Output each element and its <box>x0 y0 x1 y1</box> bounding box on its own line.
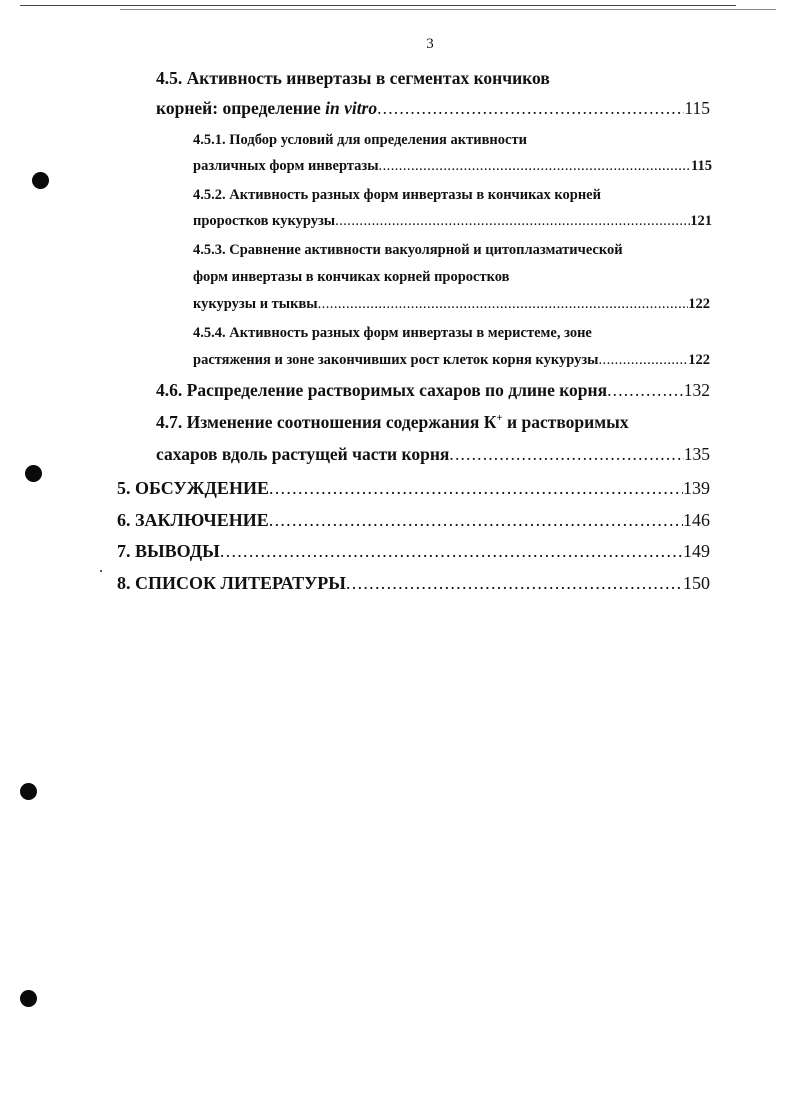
toc-page-number: 149 <box>683 541 710 561</box>
toc-entry-text: 8. СПИСОК ЛИТЕРАТУРЫ <box>117 573 346 593</box>
toc-entry-text: 7. ВЫВОДЫ <box>117 541 220 561</box>
punch-hole <box>20 783 37 800</box>
toc-page-number: 146 <box>683 510 710 530</box>
dot-leader <box>598 352 688 369</box>
toc-entry-4-5-2-line1: 4.5.2. Активность разных форм инвертазы в кончиках корней <box>193 187 601 203</box>
dot-leader <box>449 444 683 465</box>
scan-edge-line <box>120 9 776 10</box>
toc-entry-text: 6. ЗАКЛЮЧЕНИЕ <box>117 510 269 530</box>
page-number: 3 <box>426 36 434 52</box>
scan-edge-line <box>20 5 736 6</box>
toc-page-number: 132 <box>683 380 710 400</box>
toc-entry-text: корней: определение in vitro <box>156 98 378 118</box>
dot-leader <box>335 213 690 230</box>
dot-leader <box>318 296 689 313</box>
toc-entry-5[interactable] <box>117 478 710 499</box>
toc-entry-4-5-1-line1: 4.5.1. Подбор условий для определения активности <box>193 132 527 148</box>
dot-leader <box>220 541 683 562</box>
toc-entry-text: различных форм инвертазы <box>193 158 379 174</box>
toc-entry-4-5-3-line1: 4.5.3. Сравнение активности вакуолярной и цитоплазматической <box>193 242 623 258</box>
dot-leader <box>379 158 692 175</box>
toc-entry-text: проростков кукурузы <box>193 213 336 229</box>
dot-leader <box>607 380 684 401</box>
toc-entry-4-5-line1: 4.5. Активность инвертазы в сегментах кончиков <box>156 68 550 88</box>
toc-entry-4-5-1[interactable] <box>193 158 712 175</box>
toc-page-number: 135 <box>683 444 710 464</box>
toc-entry-text: кукурузы и тыквы <box>193 296 318 312</box>
toc-entry-8[interactable] <box>117 573 710 594</box>
punch-hole <box>20 990 37 1007</box>
dot-leader <box>269 478 683 499</box>
toc-page-number: 150 <box>683 573 710 593</box>
toc-page-number: 121 <box>690 213 712 229</box>
dot-leader <box>269 510 683 531</box>
toc-entry-4-5-3-line2: форм инвертазы в кончиках корней проростков <box>193 269 510 285</box>
toc-entry-4-7-line1: 4.7. Изменение соотношения содержания К+ и растворимых <box>156 412 629 432</box>
dot-leader <box>377 98 684 119</box>
toc-entry-4-7[interactable] <box>156 444 710 465</box>
toc-page-number: 139 <box>683 478 710 498</box>
toc-entry-7[interactable] <box>117 541 710 562</box>
toc-entry-text: 4.6. Распределение растворимых сахаров по длине корня <box>156 380 608 400</box>
toc-entry-4-5[interactable] <box>156 98 710 119</box>
toc-entry-4-5-4[interactable] <box>193 352 710 369</box>
toc-entry-4-5-2[interactable] <box>193 213 712 230</box>
toc-entry-6[interactable] <box>117 510 710 531</box>
toc-page-number: 115 <box>684 98 710 118</box>
toc-page-number: 115 <box>691 158 712 174</box>
toc-entry-text: сахаров вдоль растущей части корня <box>156 444 450 464</box>
toc-page-number: 122 <box>688 296 710 312</box>
scan-speck <box>100 570 102 572</box>
toc-entry-4-6[interactable] <box>156 380 710 401</box>
punch-hole <box>25 465 42 482</box>
punch-hole <box>32 172 49 189</box>
dot-leader <box>346 573 683 594</box>
toc-entry-text: растяжения и зоне закончивших рост клеток корня кукурузы <box>193 352 599 368</box>
toc-page-number: 122 <box>688 352 710 368</box>
toc-entry-text: 5. ОБСУЖДЕНИЕ <box>117 478 269 498</box>
toc-entry-4-5-4-line1: 4.5.4. Активность разных форм инвертазы в меристеме, зоне <box>193 325 592 341</box>
toc-entry-4-5-3[interactable] <box>193 296 710 313</box>
